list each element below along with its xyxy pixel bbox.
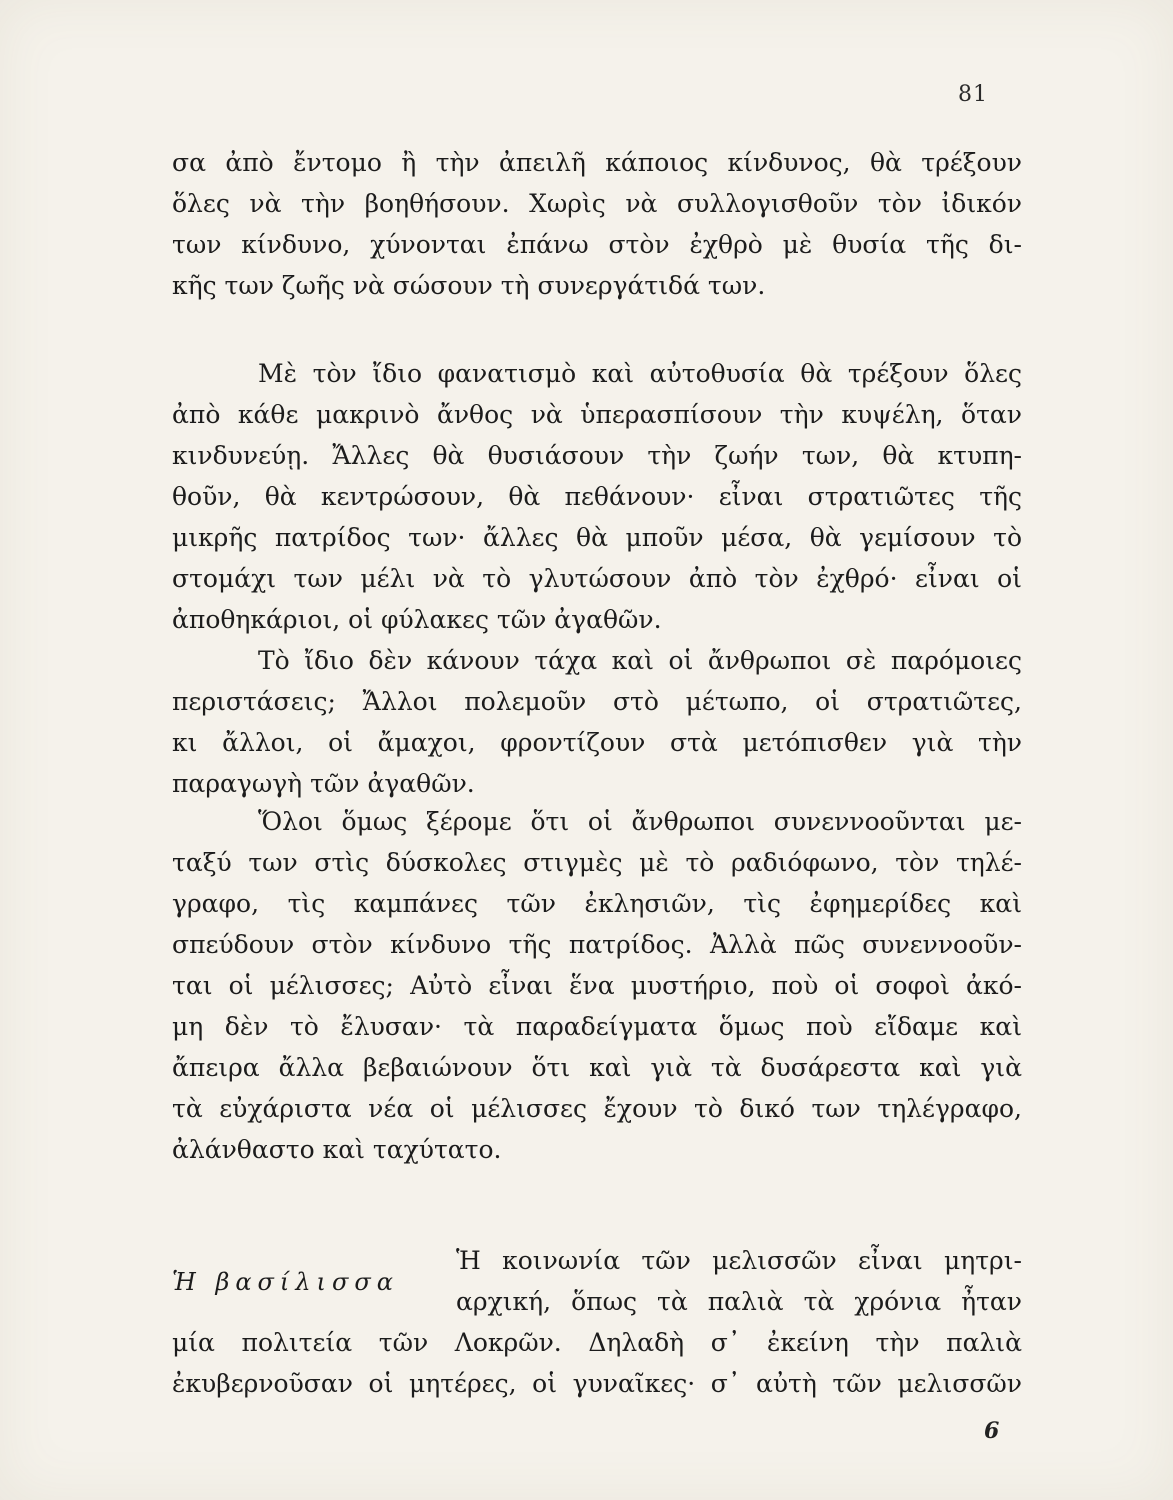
text-line: τὰ εὐχάριστα νέα οἱ μέλισσες ἔχουν τὸ δικό των τηλέγραφο, xyxy=(172,1094,1022,1123)
text-line: ἐκυβερνοῦσαν οἱ μητέρες, οἱ γυναῖκες· σ᾽ αὐτὴ τῶν μελισσῶν xyxy=(172,1369,1022,1398)
text-line: αρχική, ὅπως τὰ παλιὰ τὰ χρόνια ἦταν xyxy=(456,1287,1022,1316)
text-line: γραφο, τὶς καμπάνες τῶν ἐκλησιῶν, τὶς ἐφημερίδες καὶ xyxy=(172,889,1022,918)
text-line: Ἡ κοινωνία τῶν μελισσῶν εἶναι μητρι- xyxy=(456,1246,1022,1275)
paragraph-2 xyxy=(172,353,1022,640)
text-line: κι ἄλλοι, οἱ ἄμαχοι, φροντίζουν στὰ μετόπισθεν γιὰ τὴν xyxy=(172,728,1022,757)
text-line: σα ἀπὸ ἔντομο ἢ τὴν ἀπειλῆ κάποιος κίνδυνος, θὰ τρέξουν xyxy=(172,148,1022,177)
text-line: κινδυνεύῃ. Ἄλλες θὰ θυσιάσουν τὴν ζωήν των, θὰ κτυπη- xyxy=(172,441,1022,470)
text-line: μη δὲν τὸ ἔλυσαν· τὰ παραδείγματα ὅμως ποὺ εἴδαμε καὶ xyxy=(172,1012,1022,1041)
text-line: Τὸ ἴδιο δὲν κάνουν τάχα καὶ οἱ ἄνθρωποι σὲ παρόμοιες xyxy=(258,646,1022,675)
text-line: ταξύ των στὶς δύσκολες στιγμὲς μὲ τὸ ραδιόφωνο, τὸν τηλέ- xyxy=(172,848,1022,877)
text-line: στομάχι των μέλι νὰ τὸ γλυτώσουν ἀπὸ τὸν ἐχθρό· εἶναι οἱ xyxy=(172,564,1022,593)
paragraph-1 xyxy=(172,142,1022,306)
text-line: ἀποθηκάριοι, οἱ φύλακες τῶν ἀγαθῶν. xyxy=(172,605,662,634)
section-queen xyxy=(172,1240,1022,1404)
text-line: ἀπὸ κάθε μακρινὸ ἄνθος νὰ ὑπερασπίσουν τὴν κυψέλη, ὅταν xyxy=(172,400,1022,429)
paragraph-4 xyxy=(172,801,1022,1170)
text-line: Μὲ τὸν ἴδιο φανατισμὸ καὶ αὐτοθυσία θὰ τρέξουν ὅλες xyxy=(258,359,1022,388)
text-line: Ὅλοι ὅμως ξέρομε ὅτι οἱ ἄνθρωποι συνεννοοῦνται με- xyxy=(258,807,1022,836)
text-line: ὅλες νὰ τὴν βοηθήσουν. Χωρὶς νὰ συλλογισθοῦν τὸν ἰδικόν xyxy=(172,189,1022,218)
text-line: μικρῆς πατρίδος των· ἄλλες θὰ μποῦν μέσα, θὰ γεμίσουν τὸ xyxy=(172,523,1022,552)
text-line: θοῦν, θὰ κεντρώσουν, θὰ πεθάνουν· εἶναι στρατιῶτες τῆς xyxy=(172,482,1022,511)
page-number: 81 xyxy=(958,82,988,107)
text-line: μία πολιτεία τῶν Λοκρῶν. Δηλαδὴ σ᾽ ἐκείνη τὴν παλιὰ xyxy=(172,1328,1022,1357)
text-line: ται οἱ μέλισσες; Αὐτὸ εἶναι ἕνα μυστήριο, ποὺ οἱ σοφοὶ ἀκό- xyxy=(172,971,1022,1000)
section-lines-beside-heading xyxy=(456,1240,1022,1322)
text-line: σπεύδουν στὸν κίνδυνο τῆς πατρίδος. Ἀλλὰ πῶς συνεννοοῦν- xyxy=(172,930,1022,959)
text-line: περιστάσεις; Ἄλλοι πολεμοῦν στὸ μέτωπο, οἱ στρατιῶτες, xyxy=(172,687,1022,716)
text-line: παραγωγὴ τῶν ἀγαθῶν. xyxy=(172,769,475,798)
section-lines-full xyxy=(172,1322,1022,1404)
section-side-heading: Ἡ βασίλισσα xyxy=(172,1268,399,1296)
text-line: των κίνδυνο, χύνονται ἐπάνω στὸν ἐχθρὸ μὲ θυσία τῆς δι- xyxy=(172,230,1022,259)
text-line: κῆς των ζωῆς νὰ σώσουν τὴ συνεργάτιδά των. xyxy=(172,271,766,300)
text-line: ἀλάνθαστο καὶ ταχύτατο. xyxy=(172,1135,502,1164)
text-line: ἄπειρα ἄλλα βεβαιώνουν ὅτι καὶ γιὰ τὰ δυσάρεστα καὶ γιὰ xyxy=(172,1053,1022,1082)
paragraph-3 xyxy=(172,640,1022,804)
signature-mark: 6 xyxy=(984,1418,1000,1444)
